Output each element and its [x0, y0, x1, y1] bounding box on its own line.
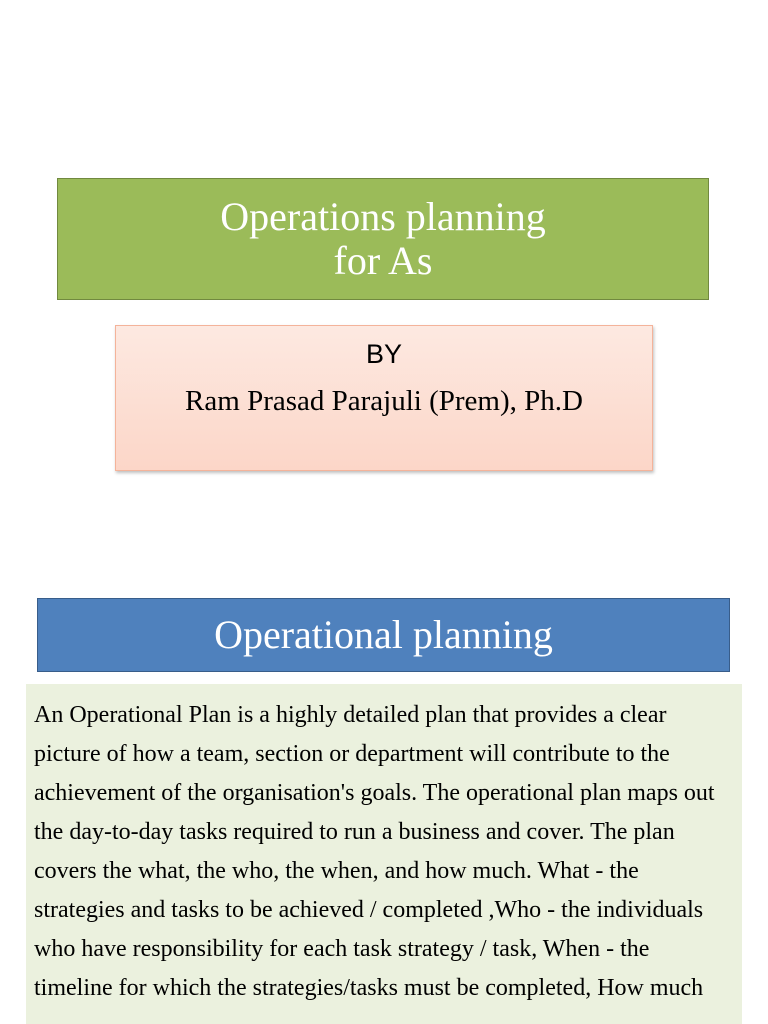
slide-heading-box: [37, 598, 730, 672]
content-slide: [0, 576, 768, 1024]
author-box: [115, 325, 653, 471]
title-line-1: Operations planning: [220, 194, 546, 239]
author-name: Ram Prasad Parajuli (Prem), Ph.D: [185, 385, 583, 417]
body-text-box: [26, 684, 742, 1024]
body-paragraph: An Operational Plan is a highly detailed plan that provides a clear picture of how a team, section or department will contribute to the achievement of the organisation's goals. The operational plan maps out the day-to-day tasks required to run a business and cover. The plan covers the what, the who, the when, and how much. What - the strategies and tasks to be achieved / completed ,Who - the individuals who have responsibility for each task strategy / task, When - the timeline for which the strategies/tasks must be completed, How much: [34, 702, 715, 1001]
title-line-2: for As: [333, 238, 433, 283]
title-box: [57, 178, 709, 300]
by-label: BY: [365, 339, 403, 369]
slide-heading: Operational planning: [214, 612, 553, 657]
